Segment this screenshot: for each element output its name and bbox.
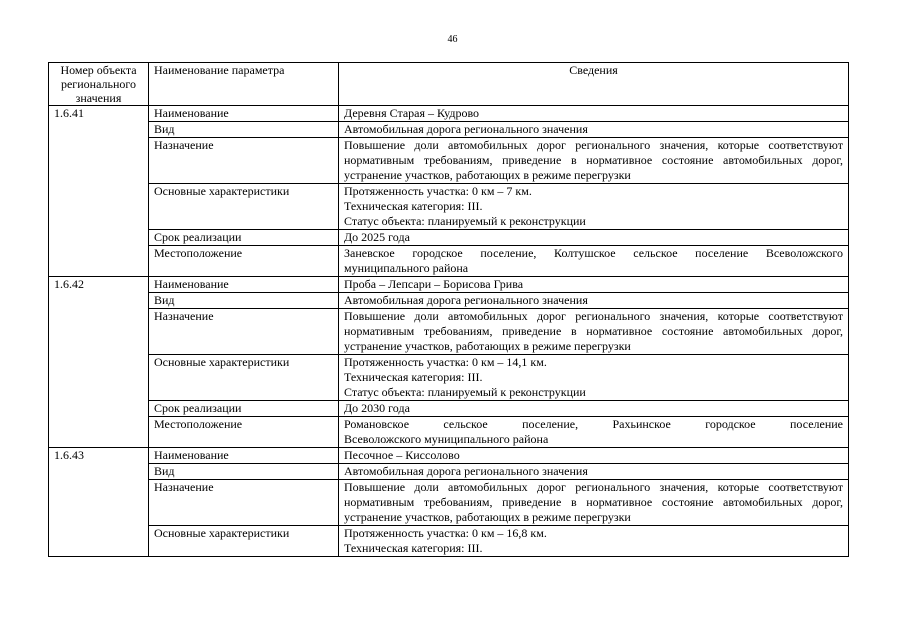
parameter-value-cell: [339, 355, 849, 401]
value-line: Техническая категория: III.: [344, 370, 483, 384]
parameter-name-cell: Основные характеристики: [149, 184, 339, 230]
table-row: [49, 480, 849, 526]
parameter-value-cell: [339, 184, 849, 230]
parameter-name-cell: Местоположение: [149, 417, 339, 448]
table-row: [49, 526, 849, 557]
header-info: Сведения: [339, 63, 849, 106]
value-line: Статус объекта: планируемый к реконструкции: [344, 214, 586, 228]
table-row: [49, 230, 849, 246]
parameter-value-cell: До 2025 года: [339, 230, 849, 246]
table-row: [49, 401, 849, 417]
value-line: Протяженность участка: 0 км – 14,1 км.: [344, 355, 547, 369]
parameter-name-cell: Вид: [149, 293, 339, 309]
parameter-name-cell: Срок реализации: [149, 230, 339, 246]
table-row: [49, 246, 849, 277]
table-header-row: [49, 63, 849, 106]
table-row: [49, 122, 849, 138]
parameter-name-cell: Основные характеристики: [149, 526, 339, 557]
parameter-value-cell: [339, 417, 849, 448]
value-line: Техническая категория: III.: [344, 541, 483, 555]
value-line: Всеволожского муниципального района: [344, 432, 549, 446]
parameter-name-cell: Основные характеристики: [149, 355, 339, 401]
table-row: [49, 138, 849, 184]
value-line: Техническая категория: III.: [344, 199, 483, 213]
table-row: [49, 184, 849, 230]
parameter-value-cell: Проба – Лепсари – Борисова Грива: [339, 277, 849, 293]
table-row: [49, 293, 849, 309]
table-row: [49, 417, 849, 448]
parameter-name-cell: Срок реализации: [149, 401, 339, 417]
table-body: [49, 106, 849, 557]
value-line: Протяженность участка: 0 км – 16,8 км.: [344, 526, 547, 540]
header-object-number: Номер объекта регионального значения: [49, 63, 149, 106]
parameter-value-cell: [339, 526, 849, 557]
parameter-name-cell: Назначение: [149, 138, 339, 184]
header-parameter-name: Наименование параметра: [149, 63, 339, 106]
parameter-value-cell: Автомобильная дорога регионального значения: [339, 464, 849, 480]
parameter-name-cell: Назначение: [149, 309, 339, 355]
parameter-name-cell: Наименование: [149, 277, 339, 293]
parameter-name-cell: Наименование: [149, 106, 339, 122]
page-number: 46: [447, 34, 458, 45]
table-row: [49, 464, 849, 480]
value-line: Романовское сельское поселение, Рахьинское городское поселение: [344, 417, 843, 431]
table-row: [49, 448, 849, 464]
parameter-value-cell: Повышение доли автомобильных дорог регионального значения, которые соответствуют нормативным требованиям, приведение в нормативное состояние автомобильных дорог, устранение участков, работающих в режиме перегрузки: [339, 138, 849, 184]
table-row: [49, 309, 849, 355]
objects-table: [48, 62, 849, 557]
parameter-value-cell: До 2030 года: [339, 401, 849, 417]
parameter-value-cell: Автомобильная дорога регионального значения: [339, 122, 849, 138]
table-row: [49, 277, 849, 293]
table-row: [49, 106, 849, 122]
object-number-cell: 1.6.43: [49, 448, 149, 557]
value-line: Статус объекта: планируемый к реконструкции: [344, 385, 586, 399]
parameter-value-cell: Повышение доли автомобильных дорог регионального значения, которые соответствуют нормативным требованиям, приведение в нормативное состояние автомобильных дорог, устранение участков, работающих в режиме перегрузки: [339, 480, 849, 526]
parameter-name-cell: Назначение: [149, 480, 339, 526]
parameter-value-cell: Заневское городское поселение, Колтушское сельское поселение Всеволожского муниципального района: [339, 246, 849, 277]
object-number-cell: 1.6.42: [49, 277, 149, 448]
parameter-value-cell: Деревня Старая – Кудрово: [339, 106, 849, 122]
parameter-value-cell: Повышение доли автомобильных дорог регионального значения, которые соответствуют нормативным требованиям, приведение в нормативное состояние автомобильных дорог, устранение участков, работающих в режиме перегрузки: [339, 309, 849, 355]
value-line: Протяженность участка: 0 км – 7 км.: [344, 184, 532, 198]
parameter-name-cell: Вид: [149, 122, 339, 138]
object-number-cell: 1.6.41: [49, 106, 149, 277]
parameter-name-cell: Вид: [149, 464, 339, 480]
parameter-name-cell: Местоположение: [149, 246, 339, 277]
parameter-name-cell: Наименование: [149, 448, 339, 464]
parameter-value-cell: Автомобильная дорога регионального значения: [339, 293, 849, 309]
parameter-value-cell: Песочное – Киссолово: [339, 448, 849, 464]
table-row: [49, 355, 849, 401]
